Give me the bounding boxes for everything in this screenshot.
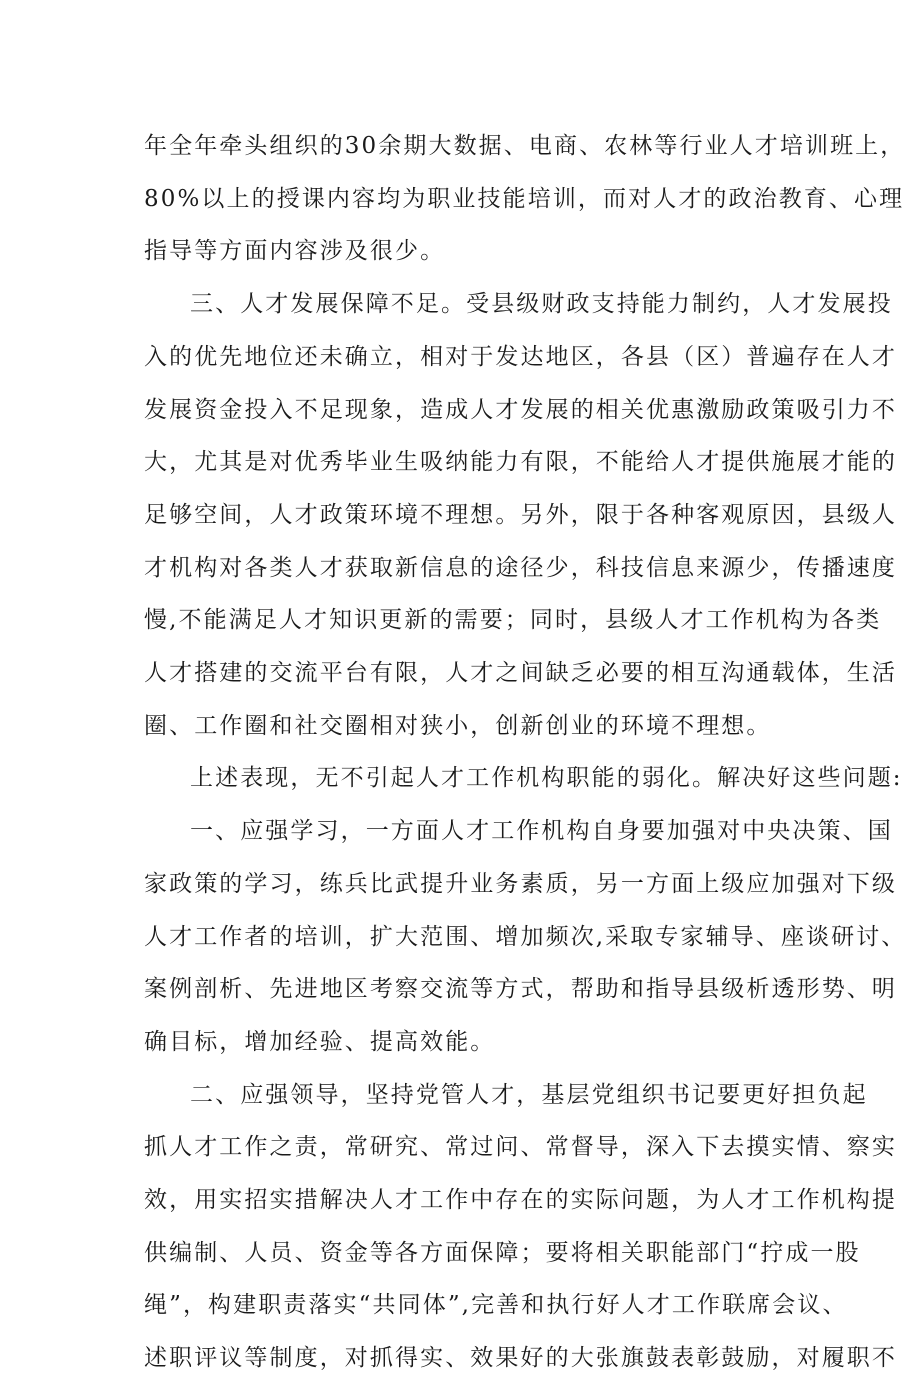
text-line: 入的优先地位还未确立，相对于发达地区，各县（区）普遍存在人才 (144, 343, 897, 370)
text-line: 人才工作者的培训，扩大范围、增加频次,采取专家辅导、座谈研讨、 (144, 923, 907, 950)
paragraph-5 (144, 1069, 897, 1385)
text-line: 年全年牵头组织的30余期大数据、电商、农林等行业人才培训班上， (144, 133, 906, 159)
text-line: 家政策的学习，练兵比武提升业务素质，另一方面上级应加强对下级 (144, 870, 897, 897)
text-line: 上述表现，无不引起人才工作机构职能的弱化。解决好这些问题: (190, 765, 903, 792)
text-line: 确目标，增加经验、提高效能。 (144, 1028, 496, 1055)
text-line: 绳”，构建职责落实“共同体”,完善和执行好人才工作联席会议、 (144, 1292, 848, 1319)
text-line: 80%以上的授课内容均为职业技能培训，而对人才的政治教育、心理 (144, 185, 905, 212)
text-line: 述职评议等制度，对抓得实、效果好的大张旗鼓表彰鼓励，对履职不 (144, 1345, 897, 1372)
text-line: 供编制、人员、资金等各方面保障；要将相关职能部门“拧成一股 (144, 1239, 861, 1266)
text-line: 慢,不能满足人才知识更新的需要；同时，县级人才工作机构为各类 (144, 607, 882, 634)
document-body (144, 120, 907, 1385)
text-line: 大，尤其是对优秀毕业生吸纳能力有限，不能给人才提供施展才能的 (144, 449, 897, 476)
paragraph-4 (144, 805, 907, 1069)
paragraph-3 (144, 752, 903, 805)
text-line: 人才搭建的交流平台有限，人才之间缺乏必要的相互沟通载体，生活 (144, 660, 897, 687)
text-line: 效，用实招实措解决人才工作中存在的实际问题，为人才工作机构提 (144, 1187, 897, 1214)
text-line: 二、应强领导，坚持党管人才，基层党组织书记要更好担负起 (190, 1081, 868, 1108)
text-line: 案例剖析、先进地区考察交流等方式，帮助和指导县级析透形势、明 (144, 976, 897, 1003)
text-line: 一、应强学习，一方面人才工作机构自身要加强对中央决策、国 (190, 818, 893, 845)
text-line: 才机构对各类人才获取新信息的途径少，科技信息来源少，传播速度 (144, 554, 897, 581)
text-line: 三、人才发展保障不足。受县级财政支持能力制约，人才发展投 (190, 291, 893, 318)
text-line: 足够空间，人才政策环境不理想。另外，限于各种客观原因，县级人 (144, 501, 897, 528)
text-line: 圈、工作圈和社交圈相对狭小，创新创业的环境不理想。 (144, 712, 772, 739)
paragraph-2 (144, 278, 897, 752)
text-line: 指导等方面内容涉及很少。 (144, 238, 446, 265)
text-line: 抓人才工作之责，常研究、常过问、常督导，深入下去摸实情、察实 (144, 1134, 897, 1161)
text-line: 发展资金投入不足现象，造成人才发展的相关优惠激励政策吸引力不 (144, 396, 897, 423)
paragraph-1 (144, 120, 906, 278)
